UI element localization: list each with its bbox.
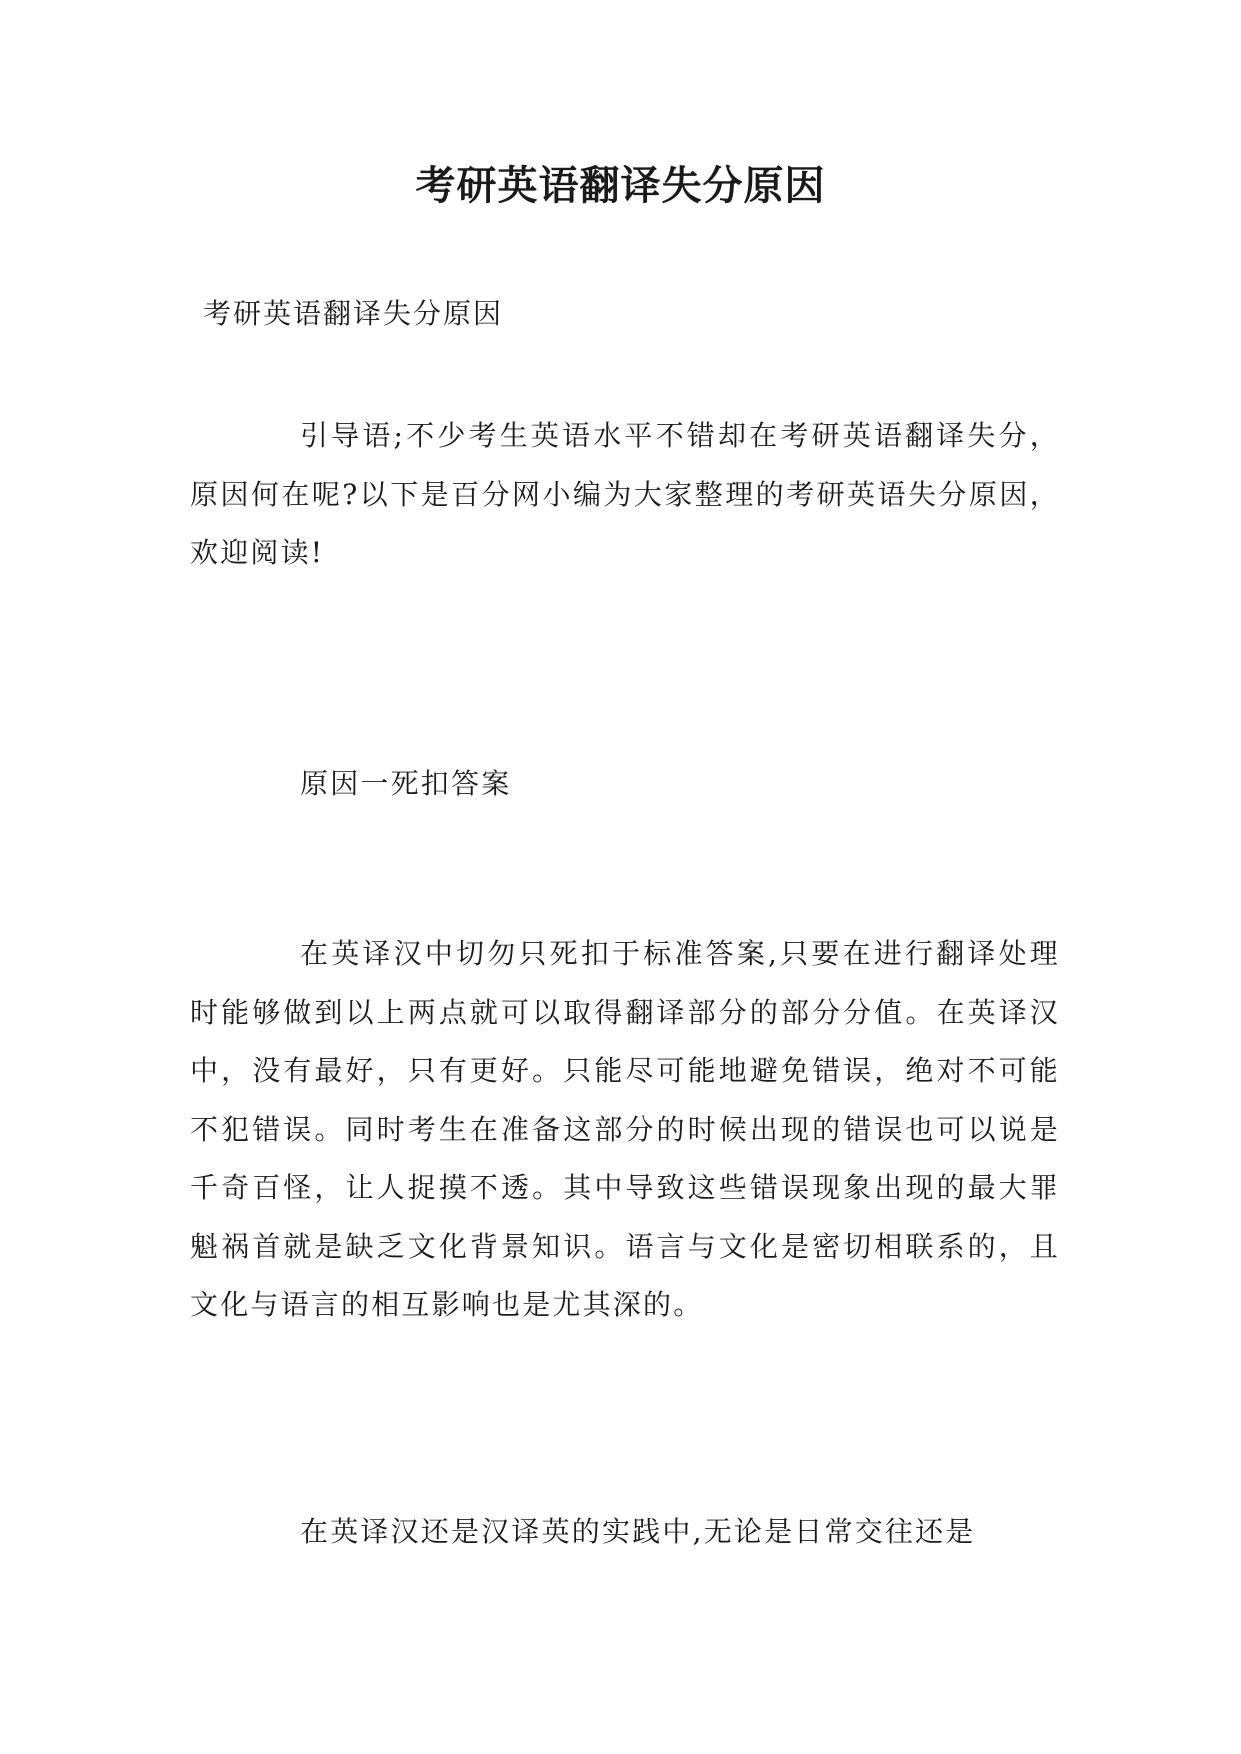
document-subtitle: 考研英语翻译失分原因	[203, 297, 504, 330]
document-title: 考研英语翻译失分原因	[415, 162, 826, 209]
section-heading-reason-one: 原因一死扣答案	[300, 767, 512, 800]
body-paragraph: 在英译汉中切勿只死扣于标准答案,只要在进行翻译处理时能够做到以上两点就可以取得翻译部分的部分分值。在英译汉中，没有最好，只有更好。只能尽可能地避免错误，绝对不可能不犯错误。同时考生在准备这部分的时候出现的错误也可以说是千奇百怪，让人捉摸不透。其中导致这些错误现象出现的最大罪魁祸首就是缺乏文化背景知识。语言与文化是密切相联系的，且文化与语言的相互影响也是尤其深的。	[190, 937, 1060, 1321]
intro-paragraph: 引导语;不少考生英语水平不错却在考研英语翻译失分，原因何在呢?以下是百分网小编为大家整理的考研英语失分原因，欢迎阅读!	[190, 419, 1060, 569]
body-paragraph-continued: 在英译汉还是汉译英的实践中,无论是日常交往还是	[300, 1515, 976, 1548]
